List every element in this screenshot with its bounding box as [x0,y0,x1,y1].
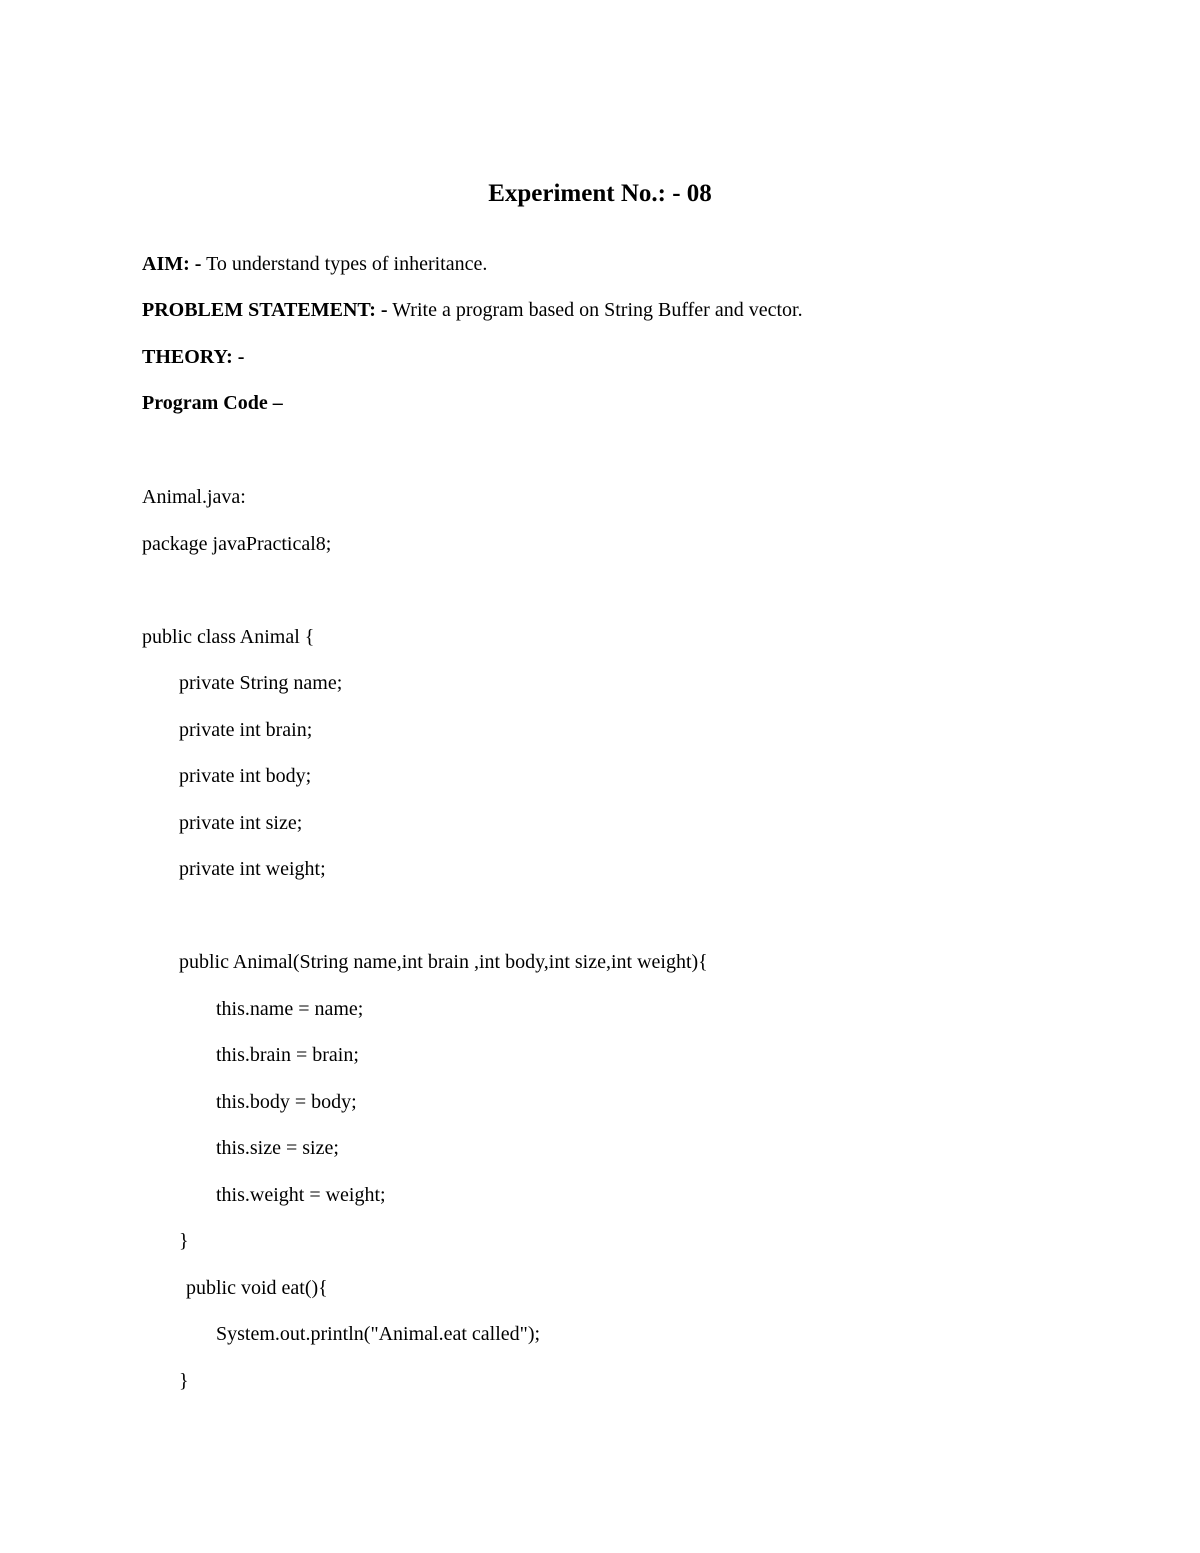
problem-statement-paragraph [142,297,803,323]
aim-text: To understand types of inheritance. [201,253,488,275]
theory-label: THEORY: - [142,346,245,368]
code-line: this.size = size; [216,1137,339,1159]
program-code-label: Program Code – [142,392,283,414]
code-line: this.weight = weight; [216,1184,386,1206]
code-line: private int size; [179,812,303,834]
code-line: public class Animal { [142,626,315,648]
code-line: private int weight; [179,858,326,880]
page-title: Experiment No.: - 08 [488,180,712,207]
code-line: private int body; [179,765,312,787]
code-line: this.body = body; [216,1091,357,1113]
aim-label: AIM: - [142,253,202,275]
aim-paragraph [142,251,487,277]
code-line: package javaPractical8; [142,533,332,555]
theory-heading [142,344,244,370]
problem-statement-text: Write a program based on String Buffer and vector. [387,299,803,321]
code-line: public void eat(){ [186,1277,328,1299]
code-line: } [179,1230,189,1252]
code-line: } [179,1370,189,1392]
program-code-heading [142,390,283,416]
code-line: System.out.println("Animal.eat called"); [216,1323,541,1345]
code-line: this.name = name; [216,998,364,1020]
code-line: this.brain = brain; [216,1044,359,1066]
code-line: private String name; [179,672,343,694]
code-line: public Animal(String name,int brain ,int body,int size,int weight){ [179,951,708,973]
code-line: Animal.java: [142,486,246,508]
code-line: private int brain; [179,719,313,741]
problem-statement-label: PROBLEM STATEMENT: - [142,299,388,321]
